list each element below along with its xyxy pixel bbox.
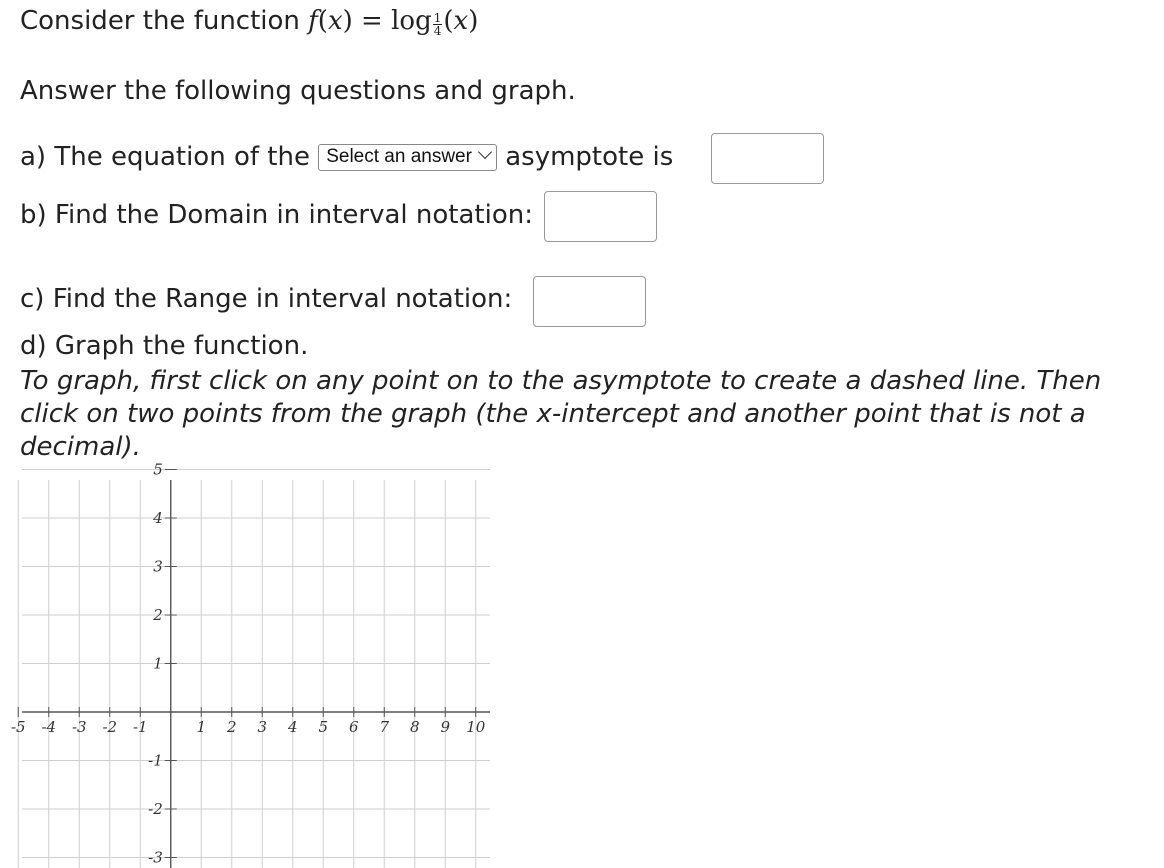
- asymptote-equation-input[interactable]: [711, 133, 824, 184]
- range-input[interactable]: [533, 276, 646, 327]
- y-tick-label: 3: [153, 557, 163, 576]
- range-label: c) Find the Range in interval notation:: [20, 284, 513, 314]
- graph-label: d) Graph the function.: [20, 331, 309, 361]
- x-tick-label: 7: [379, 718, 390, 736]
- x-tick-label: 4: [287, 718, 298, 736]
- x-tick-label: -4: [41, 718, 57, 736]
- x-tick-label: 5: [318, 718, 329, 736]
- grid: [18, 470, 490, 868]
- asymptote-type-select[interactable]: Select an answer: [318, 144, 497, 171]
- y-tick-label: -2: [148, 800, 163, 818]
- axes: [18, 470, 490, 868]
- chevron-down-icon: [478, 145, 492, 159]
- y-tick-label: -1: [148, 751, 163, 770]
- graph-instructions: To graph, first click on any point on to the asymptote to create a dashed line. Then click on two points from the graph (the x-intercept and another point that is not a decimal).: [20, 366, 1102, 462]
- x-tick-label: -5: [10, 718, 26, 736]
- function-expression: f(x) = log $\frac{1}{4}$ (x): [308, 6, 479, 38]
- x-tick-label: -2: [102, 718, 118, 736]
- x-tick-label: -1: [132, 718, 148, 736]
- domain-label: b) Find the Domain in interval notation:: [20, 200, 533, 230]
- prompt-text: Answer the following questions and graph.: [20, 76, 576, 106]
- part-a-prefix: a) The equation of the: [20, 142, 310, 172]
- y-tick-label: 4: [153, 509, 163, 527]
- domain-input[interactable]: [544, 191, 657, 242]
- x-tick-label: 3: [257, 718, 268, 736]
- y-tick-label: 2: [153, 606, 163, 624]
- x-tick-label: 6: [348, 718, 359, 736]
- function-header: [20, 6, 478, 37]
- y-tick-label: 5: [153, 460, 163, 479]
- part-a-suffix: asymptote is: [505, 142, 674, 172]
- x-tick-label: 2: [226, 718, 237, 736]
- x-tick-label: 8: [409, 718, 420, 736]
- x-tick-label: 9: [440, 718, 451, 736]
- intro-text: Consider the function: [20, 6, 300, 36]
- x-tick-label: 1: [196, 718, 207, 736]
- y-tick-label: -3: [148, 848, 163, 867]
- x-tick-label: -3: [71, 718, 87, 736]
- y-tick-label: 1: [153, 654, 163, 673]
- part-a: [20, 142, 673, 172]
- log-base: $\frac{1}{4}$: [433, 11, 442, 38]
- graph-canvas[interactable]: [0, 460, 500, 868]
- x-tick-label: 10: [466, 718, 486, 736]
